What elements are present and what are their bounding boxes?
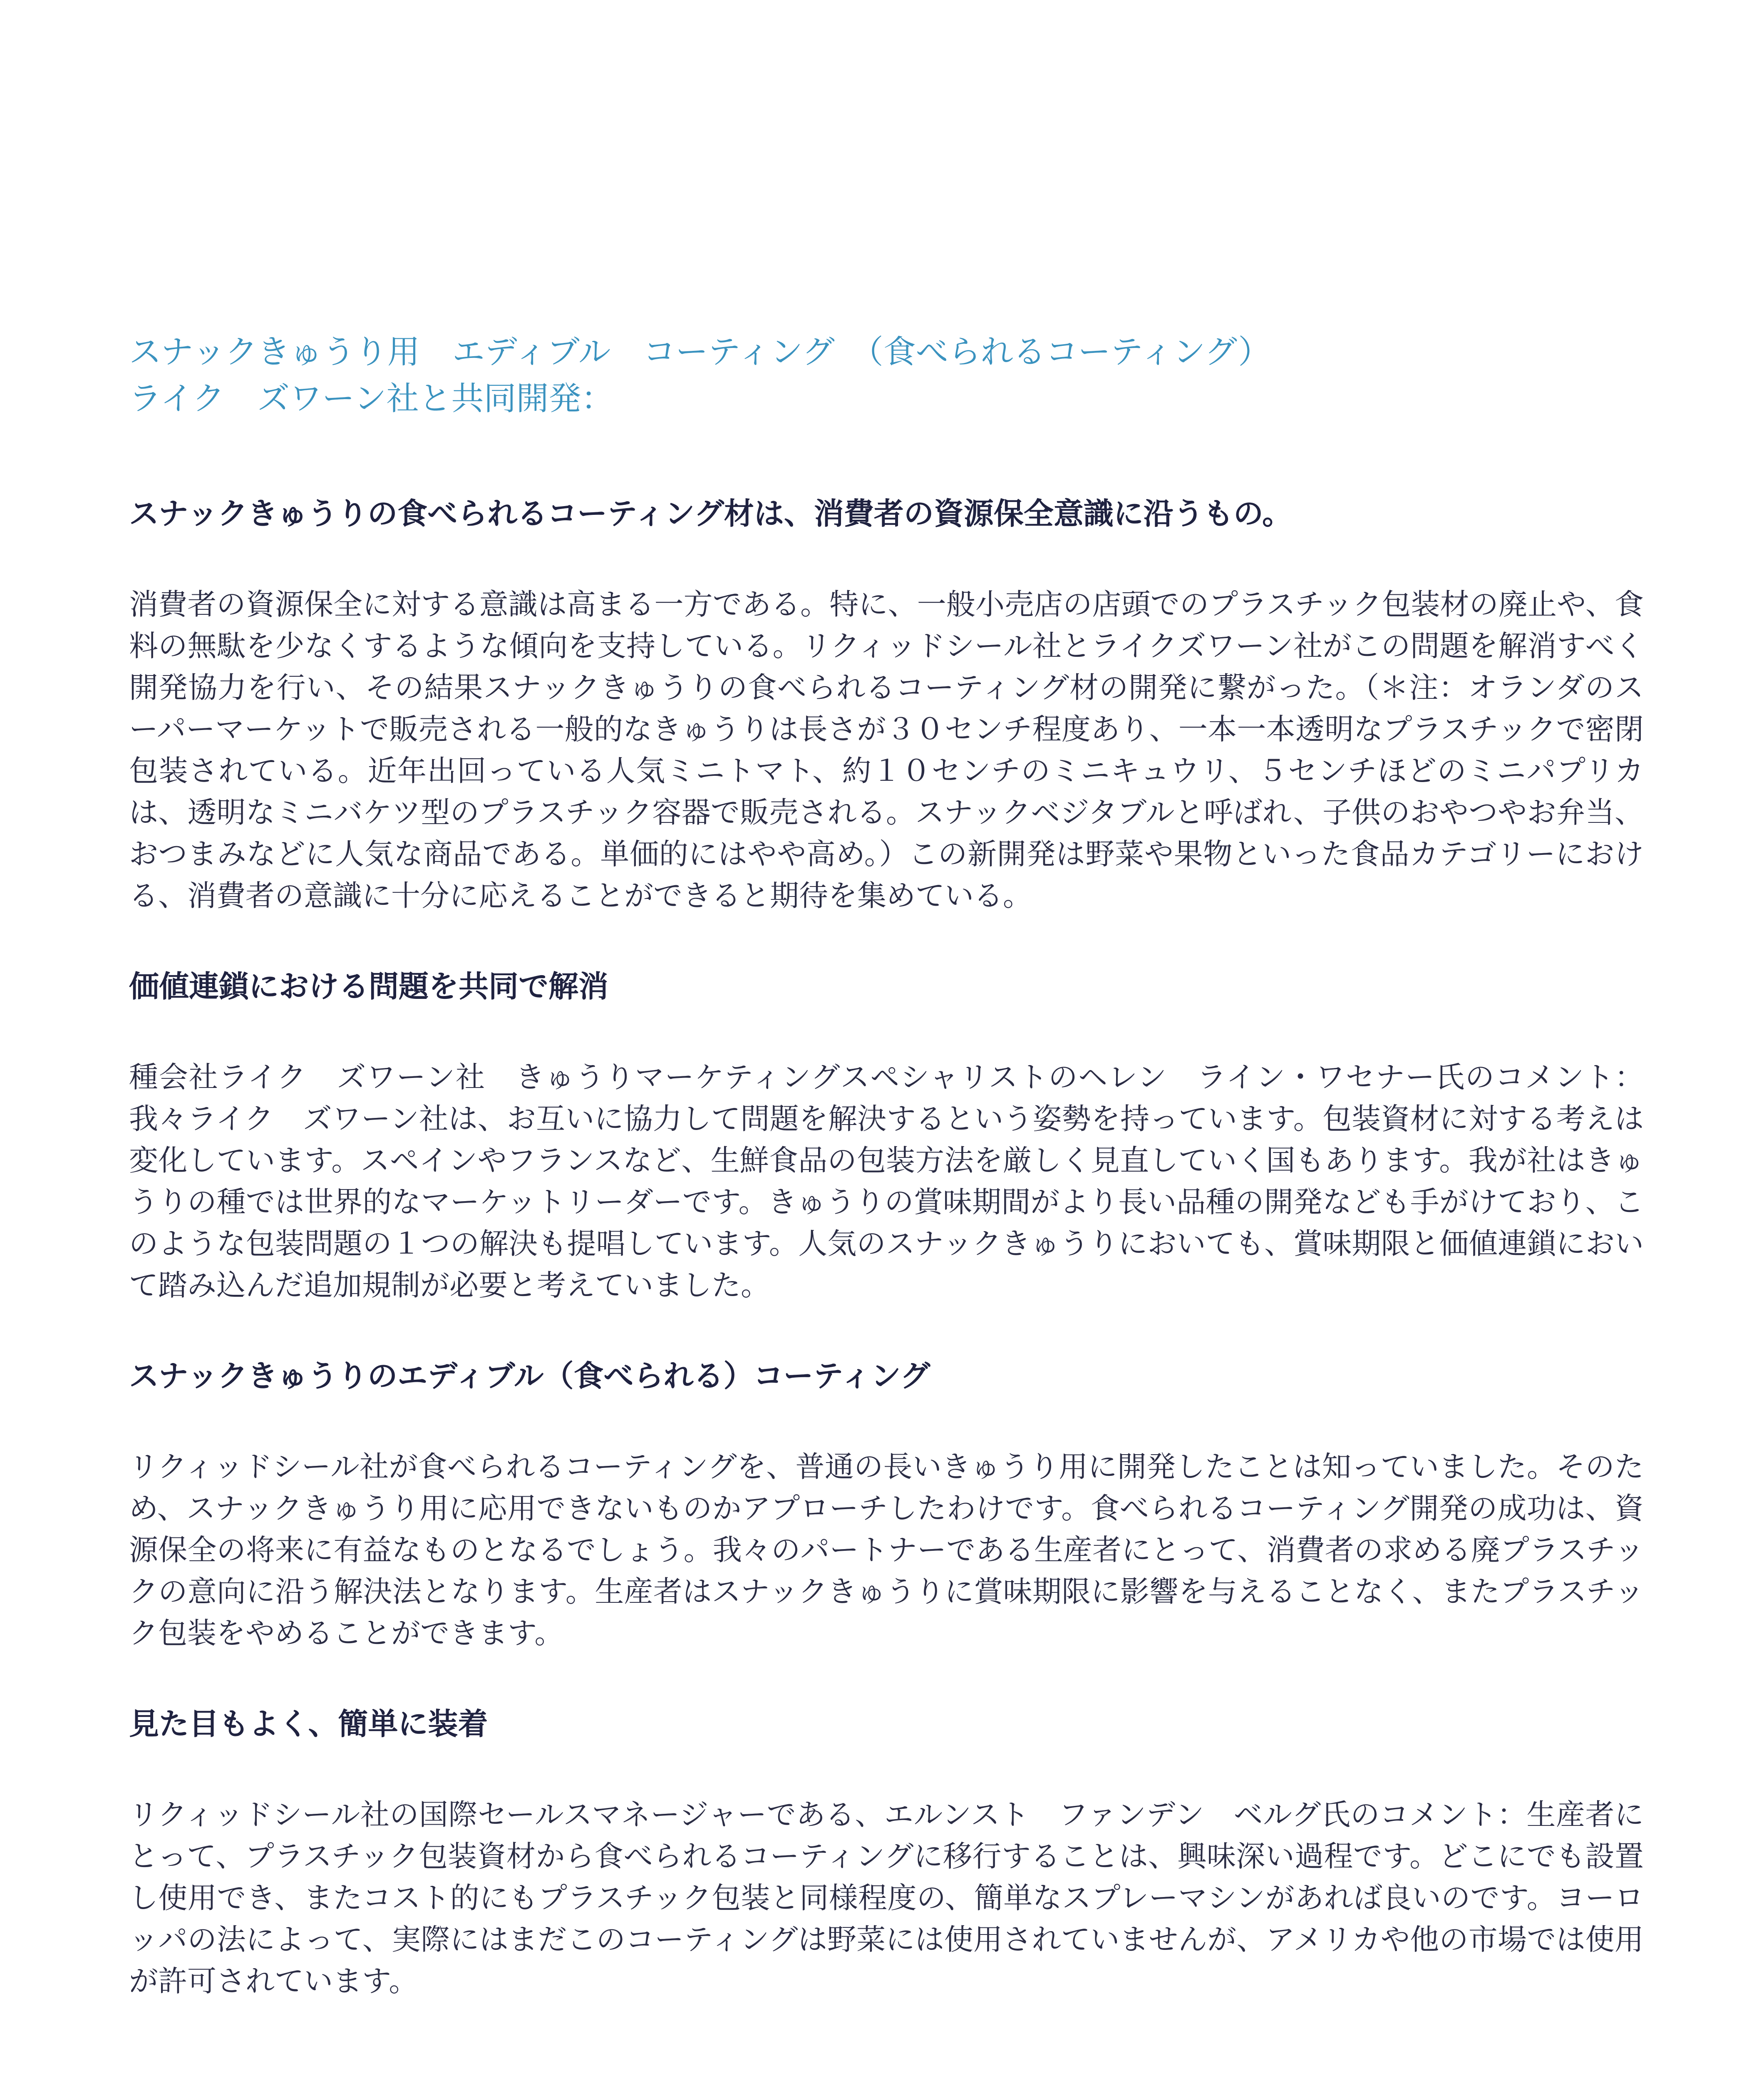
section-body-1: 消費者の資源保全に対する意識は高まる一方である。特に、一般小売店の店頭でのプラスチック包装材の廃止や、食料の無駄を少なくするような傾向を支持している。リクィッドシール社とライクズワーン社がこの問題を解消すべく開発協力を行い、その結果スナックきゅうりの食べられるコーティング材の開発に繋がった。（＊注：オランダのスーパーマーケットで販売される一般的なきゅうりは長さが３０センチ程度あり、一本一本透明なプラスチックで密閉包装されている。近年出回っている人気ミニトマト、約１０センチのミニキュウリ、５センチほどのミニパプリカは、透明なミニバケツ型のプラスチック容器で販売される。スナックベジタブルと呼ばれ、子供のおやつやお弁当、おつまみなどに人気な商品である。単価的にはやや高め。）この新開発は野菜や果物といった食品カテゴリーにおける、消費者の意識に十分に応えることができると期待を集めている。	[129, 587, 1644, 913]
title-line-1: スナックきゅうり用 エディブル コーティング （食べられるコーティング）	[129, 333, 1271, 371]
section-heading-3: スナックきゅうりのエディブル（食べられる）コーティング	[129, 1358, 930, 1393]
section-heading-1: スナックきゅうりの食べられるコーティング材は、消費者の資源保全意識に沿うもの。	[129, 496, 1293, 531]
section-heading-2: 価値連鎖における問題を共同で解消	[129, 969, 609, 1004]
section-heading-4: 見た目もよく、簡単に装着	[129, 1706, 488, 1741]
document-page	[129, 329, 1644, 2002]
title-line-2: ライク ズワーン社と共同開発：	[129, 380, 614, 417]
section-body-4: リクィッドシール社の国際セールスマネージャーである、エルンスト ファンデン ベルグ氏のコメント：生産者にとって、プラスチック包装資材から食べられるコーティングに移行することは、興味深い過程です。どこにでも設置し使用でき、またコスト的にもプラスチック包装と同様程度の、簡単なスプレーマシンがあれば良いのです。ヨーロッパの法によって、実際にはまだこのコーティングは野菜には使用されていませんが、アメリカや他の市場では使用が許可されています。	[129, 1798, 1644, 1998]
section-body-3: リクィッドシール社が食べられるコーティングを、普通の長いきゅうり用に開発したことは知っていました。そのため、スナックきゅうり用に応用できないものかアプローチしたわけです。食べられるコーティング開発の成功は、資源保全の将来に有益なものとなるでしょう。我々のパートナーである生産者にとって、消費者の求める廃プラスチックの意向に沿う解決法となります。生産者はスナックきゅうりに賞味期限に影響を与えることなく、またプラスチック包装をやめることができます。	[129, 1450, 1644, 1650]
section-body-2: 種会社ライク ズワーン社 きゅうりマーケティングスペシャリストのヘレン ライン・ワセナー氏のコメント：我々ライク ズワーン社は、お互いに協力して問題を解決するという姿勢を持っています。包装資材に対する考えは変化しています。スペインやフランスなど、生鮮食品の包装方法を厳しく見直していく国もあります。我が社はきゅうりの種では世界的なマーケットリーダーです。きゅうりの賞味期間がより長い品種の開発なども手がけており、このような包装問題の１つの解決も提唱しています。人気のスナックきゅうりにおいても、賞味期限と価値連鎖において踏み込んだ追加規制が必要と考えていました。	[129, 1060, 1644, 1302]
document-title	[129, 329, 1644, 422]
